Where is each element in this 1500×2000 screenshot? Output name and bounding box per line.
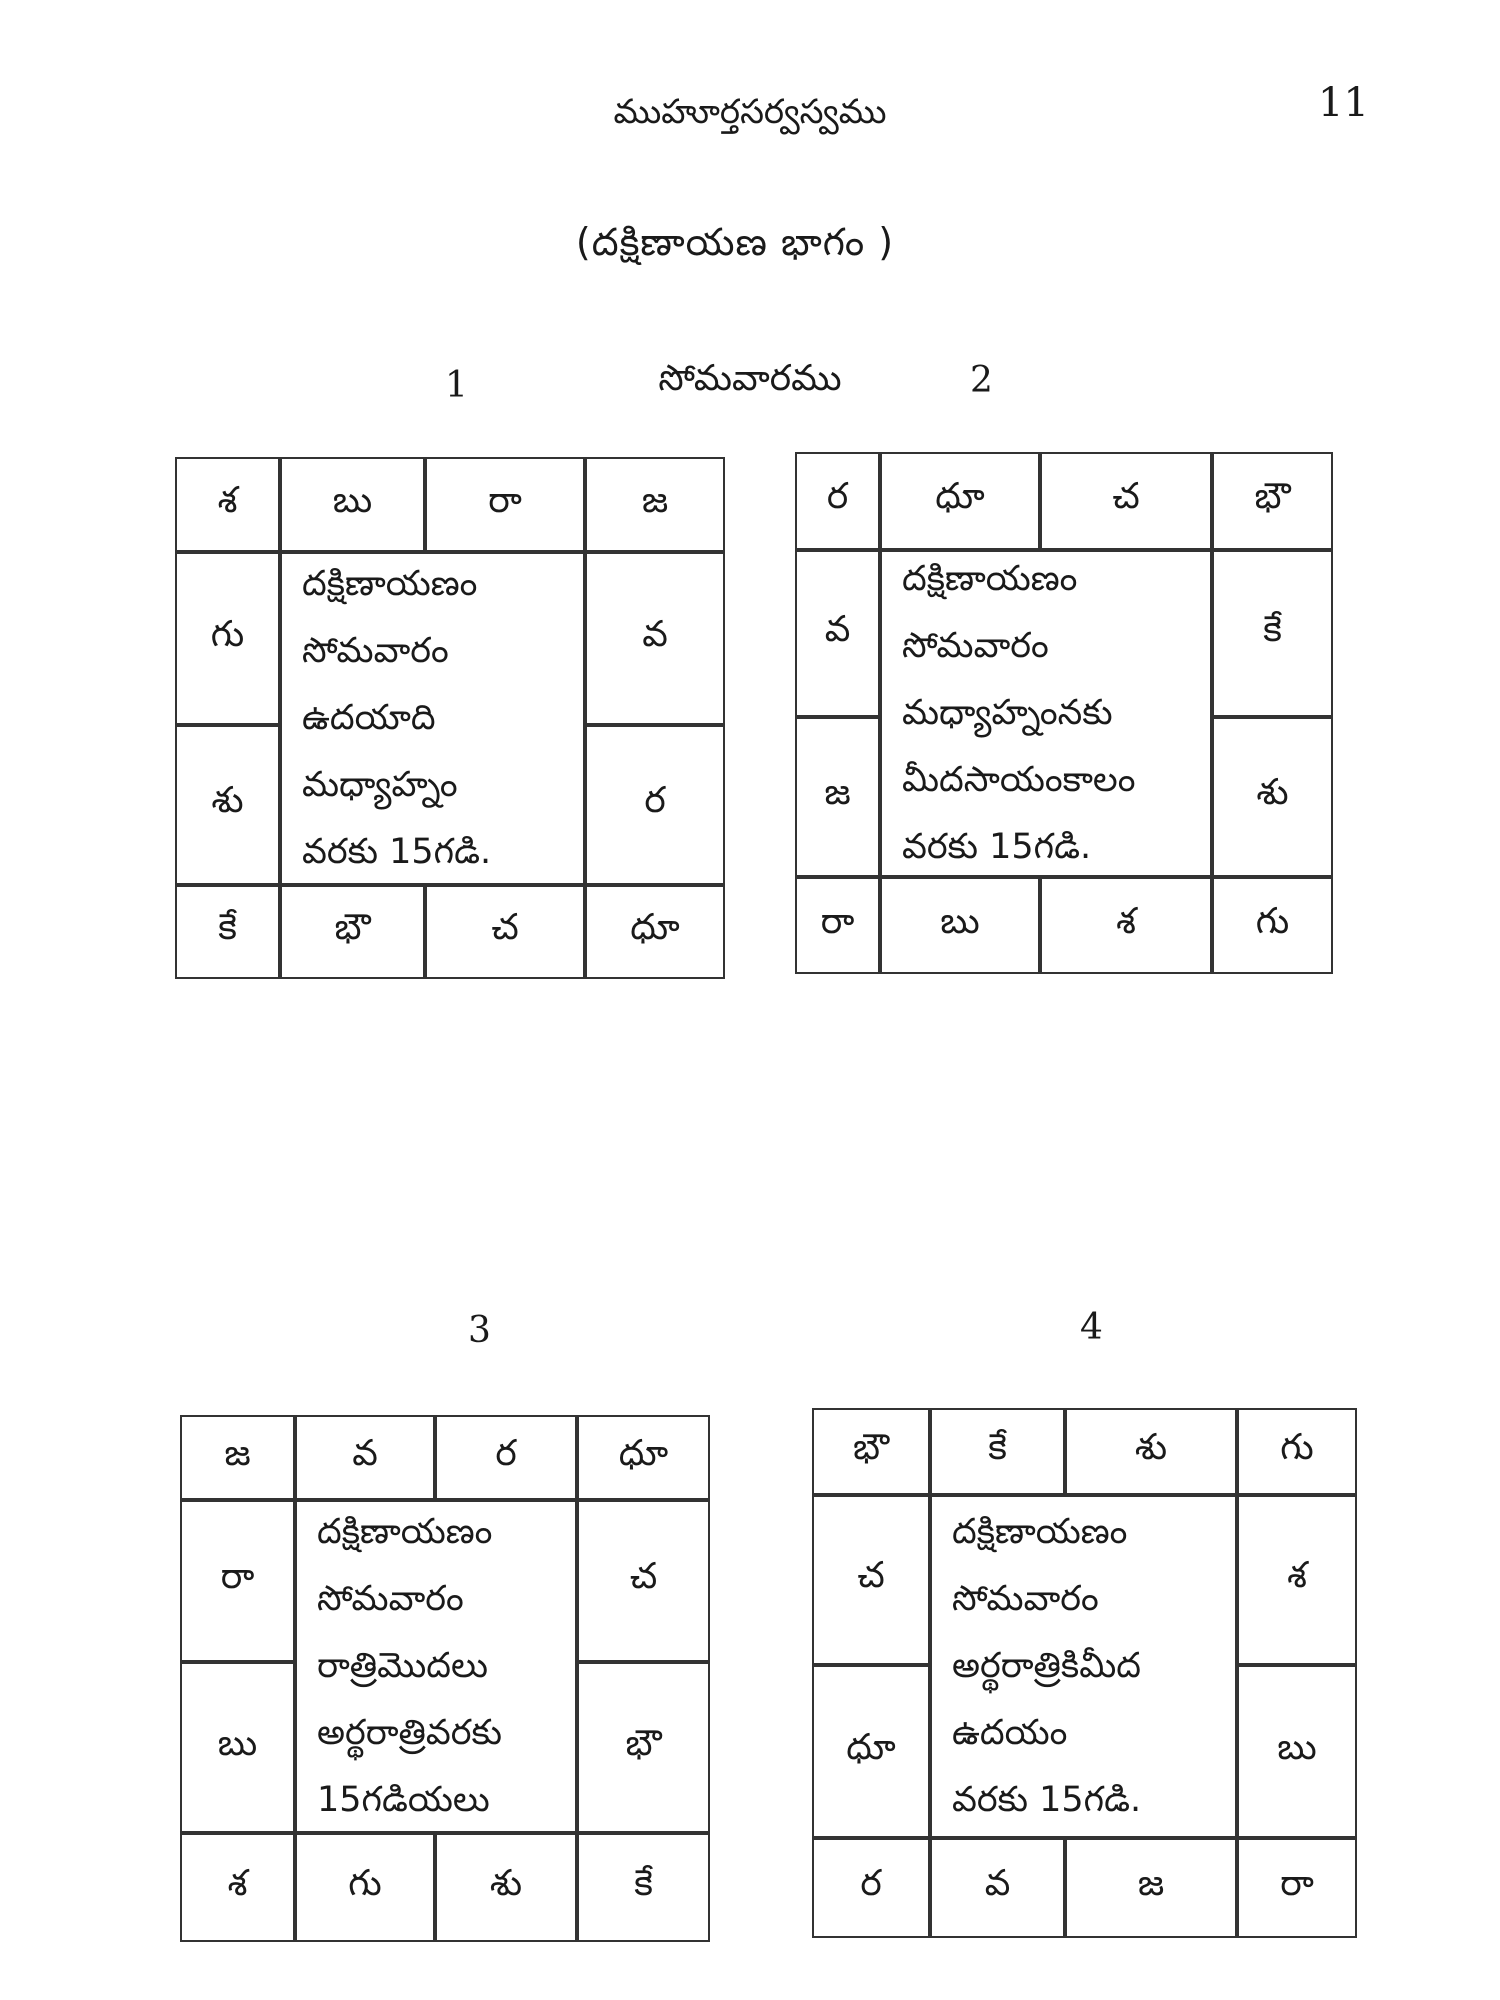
section-title: (దక్షిణాయణ భాగం ) bbox=[575, 220, 895, 264]
center-line: రాత్రిమొదలు bbox=[317, 1646, 488, 1686]
chart-cell-top: గు bbox=[1237, 1408, 1357, 1495]
running-title: ముహూర్తసర్వస్వము bbox=[613, 92, 887, 132]
chart-cell-top: బు bbox=[280, 457, 425, 552]
chart-cell-right: చ bbox=[577, 1500, 710, 1662]
chart-cell-left: జ bbox=[795, 717, 880, 877]
chart-cell-left: చ bbox=[812, 1495, 930, 1665]
chart-cell-top: జ bbox=[180, 1415, 295, 1500]
chart-number: 3 bbox=[468, 1310, 491, 1351]
chart-cell-bottom: గు bbox=[1212, 877, 1333, 974]
chart-cell-bottom: శు bbox=[435, 1833, 577, 1942]
chart-cell-top: భౌ bbox=[812, 1408, 930, 1495]
chart-cell-top: కే bbox=[930, 1408, 1065, 1495]
chart-cell-left: గు bbox=[175, 552, 280, 725]
chart-cell-right: శు bbox=[1212, 717, 1333, 877]
chart-center-text bbox=[880, 550, 1212, 877]
center-line: ఉదయం bbox=[952, 1713, 1068, 1753]
center-line: మధ్యాహ్నంనకు bbox=[902, 693, 1113, 733]
center-line: అర్థరాత్రికిమీద bbox=[952, 1646, 1141, 1686]
chart-number: 4 bbox=[1080, 1307, 1103, 1348]
chart-cell-left: వ bbox=[795, 550, 880, 717]
chart-center-text bbox=[280, 552, 585, 885]
chart-cell-top: జ bbox=[585, 457, 725, 552]
chart-cell-top: ధూ bbox=[880, 452, 1040, 550]
chart-number: 1 bbox=[445, 365, 468, 406]
center-line: వరకు 15గడి. bbox=[302, 832, 492, 872]
chart-cell-right: ర bbox=[585, 725, 725, 885]
chart-center-text bbox=[295, 1500, 577, 1833]
chart-cell-bottom: కే bbox=[175, 885, 280, 979]
chart-cell-top: ధూ bbox=[577, 1415, 710, 1500]
page-number: 11 bbox=[1318, 80, 1369, 126]
center-line: సోమవారం bbox=[302, 631, 449, 671]
chart-cell-left: శు bbox=[175, 725, 280, 885]
chart-cell-left: రా bbox=[180, 1500, 295, 1662]
center-line: మధ్యాహ్నం bbox=[302, 765, 458, 805]
chart-cell-bottom: భౌ bbox=[280, 885, 425, 979]
chart-center-text bbox=[930, 1495, 1237, 1838]
chart-cell-bottom: గు bbox=[295, 1833, 435, 1942]
chart-cell-bottom: చ bbox=[425, 885, 585, 979]
chart-cell-bottom: రా bbox=[795, 877, 880, 974]
chart-number: 2 bbox=[970, 360, 993, 401]
chart-cell-bottom: బు bbox=[880, 877, 1040, 974]
center-line: దక్షిణాయణం bbox=[302, 564, 478, 604]
chart-cell-bottom: వ bbox=[930, 1838, 1065, 1938]
subtitle: సోమవారము bbox=[658, 358, 842, 399]
center-line: వరకు 15గడి. bbox=[952, 1780, 1142, 1820]
chart-cell-top: రా bbox=[425, 457, 585, 552]
chart-cell-top: చ bbox=[1040, 452, 1212, 550]
chart-cell-bottom: శ bbox=[180, 1833, 295, 1942]
center-line: సోమవారం bbox=[317, 1579, 464, 1619]
chart-cell-bottom: రా bbox=[1237, 1838, 1357, 1938]
chart-cell-right: కే bbox=[1212, 550, 1333, 717]
center-line: దక్షిణాయణం bbox=[952, 1512, 1128, 1552]
chart-cell-top: శ bbox=[175, 457, 280, 552]
center-line: దక్షిణాయణం bbox=[317, 1512, 493, 1552]
chart-cell-right: శ bbox=[1237, 1495, 1357, 1665]
center-line: అర్థరాత్రివరకు bbox=[317, 1713, 502, 1753]
chart-cell-left: బు bbox=[180, 1662, 295, 1833]
center-line: ఉదయాది bbox=[302, 698, 436, 738]
chart-cell-left: ధూ bbox=[812, 1665, 930, 1838]
center-line: 15గడియలు bbox=[317, 1780, 490, 1820]
chart-cell-bottom: కే bbox=[577, 1833, 710, 1942]
chart-cell-right: వ bbox=[585, 552, 725, 725]
center-line: వరకు 15గడి. bbox=[902, 827, 1092, 867]
chart-cell-right: భౌ bbox=[577, 1662, 710, 1833]
chart-cell-bottom: శ bbox=[1040, 877, 1212, 974]
chart-cell-top: వ bbox=[295, 1415, 435, 1500]
chart-cell-top: శు bbox=[1065, 1408, 1237, 1495]
center-line: మీదసాయంకాలం bbox=[902, 760, 1136, 800]
chart-cell-top: ర bbox=[795, 452, 880, 550]
center-line: దక్షిణాయణం bbox=[902, 559, 1078, 599]
center-line: సోమవారం bbox=[902, 626, 1049, 666]
chart-cell-right: బు bbox=[1237, 1665, 1357, 1838]
chart-cell-top: భౌ bbox=[1212, 452, 1333, 550]
chart-cell-bottom: ర bbox=[812, 1838, 930, 1938]
chart-cell-top: ర bbox=[435, 1415, 577, 1500]
chart-cell-bottom: జ bbox=[1065, 1838, 1237, 1938]
center-line: సోమవారం bbox=[952, 1579, 1099, 1619]
chart-cell-bottom: ధూ bbox=[585, 885, 725, 979]
